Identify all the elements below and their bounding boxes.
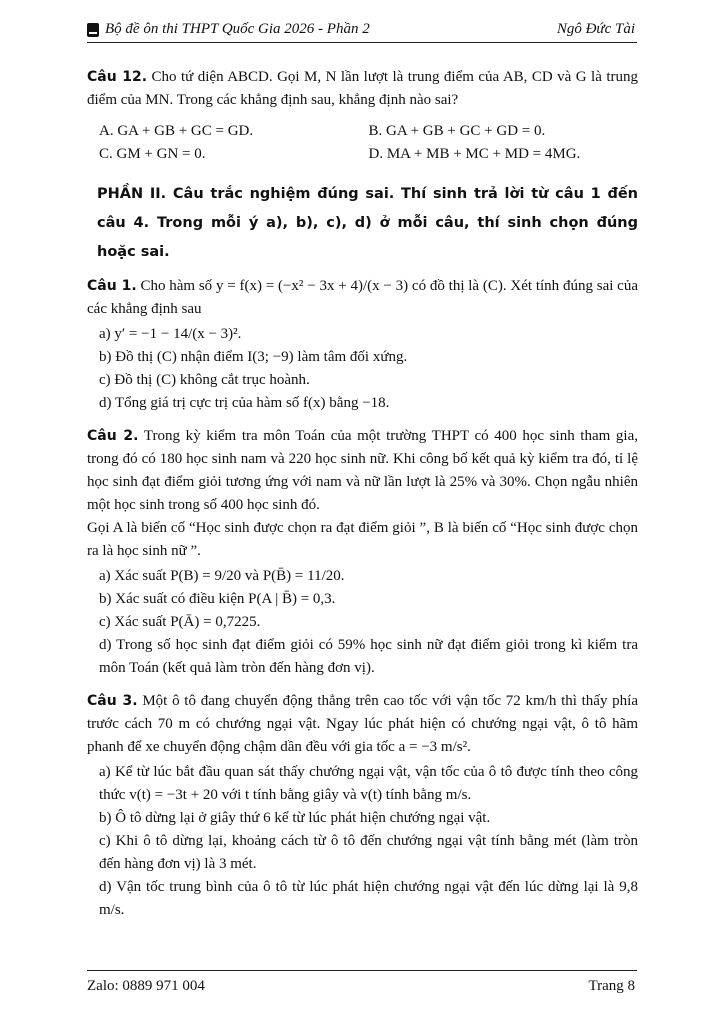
q12-options-row-2	[99, 143, 638, 166]
page-content	[87, 66, 638, 922]
question-stem: Trong kỳ kiểm tra môn Toán của một trường THPT có 400 học sinh tham gia, trong đó có 180 học sinh nam và 220 học sinh nữ. Khi công bố kết quả kỳ kiểm tra đó, tỉ lệ học sinh đạt điểm giỏi tương ứng với nam và nữ lần lượt là 25% và 30%. Chọn ngẫu nhiên một học sinh trong số 400 học sinh đó.	[87, 428, 638, 513]
question-c2	[87, 425, 638, 517]
c2-item-d: d) Trong số học sinh đạt điểm giỏi có 59% học sinh nữ đạt điểm giỏi trong kì kiểm tra môn Toán (kết quả làm tròn đến hàng đơn vị).	[99, 637, 638, 676]
c3-item-a: a) Kể từ lúc bắt đầu quan sát thấy chướng ngại vật, vận tốc của ô tô được tính theo công thức v(t) = −3t + 20 với t tính bằng giây và v(t) tính bằng m/s.	[99, 764, 638, 803]
c3-item-b: b) Ô tô dừng lại ở giây thứ 6 kể từ lúc phát hiện chướng ngại vật.	[99, 810, 491, 826]
header-author: Ngô Đức Tài	[556, 21, 635, 37]
book-icon	[87, 23, 99, 37]
page-footer	[87, 970, 637, 994]
question-stem: Một ô tô đang chuyển động thẳng trên cao tốc với vận tốc 72 km/h thì thấy phía trước cách 70 m có chướng ngại vật. Ngay lúc phát hiện có chướng ngại vật, ô tô hãm phanh để xe chuyển động chậm dần đều với gia tốc a = −3 m/s².	[87, 693, 639, 755]
question-stem: Cho tứ diện ABCD. Gọi M, N lần lượt là trung điểm của AB, CD và G là trung điểm của MN. Trong các khẳng định sau, khẳng định nào sai?	[87, 69, 638, 108]
part-2-heading: PHẦN II. Câu trắc nghiệm đúng sai. Thí sinh trả lời từ câu 1 đến câu 4. Trong mỗi ý a), b), c), d) ở mỗi câu, thí sinh chọn đúng hoặc sai.	[97, 186, 638, 260]
question-label: Câu 1.	[87, 278, 137, 294]
c1-item-d: d) Tổng giá trị cực trị của hàm số f(x) bằng −18.	[99, 395, 390, 411]
page-header	[87, 20, 637, 43]
c1-item-a: a) y′ = −1 − 14/(x − 3)².	[99, 326, 242, 342]
footer-zalo: Zalo: 0889 971 004	[87, 978, 205, 994]
header-title: Bộ đề ôn thi THPT Quốc Gia 2026 - Phần 2	[105, 21, 370, 37]
c3-item-c: c) Khi ô tô dừng lại, khoảng cách từ ô tô đến chướng ngại vật tính bằng mét (làm tròn đến hàng đơn vị) là 3 mét.	[99, 833, 638, 872]
question-label: Câu 3.	[87, 693, 138, 709]
c2-item-b: b) Xác suất có điều kiện P(A | B̄) = 0,3.	[99, 591, 336, 607]
q12-option-c: C. GM + GN = 0.	[99, 146, 206, 162]
c2-item-a: a) Xác suất P(B) = 9/20 và P(B̄) = 11/20.	[99, 568, 345, 584]
q12-option-b: B. GA + GB + GC + GD = 0.	[368, 123, 546, 139]
q12-option-d: D. MA + MB + MC + MD = 4MG.	[368, 146, 581, 162]
question-label: Câu 12.	[87, 69, 148, 85]
c2-item-c: c) Xác suất P(Ā) = 0,7225.	[99, 614, 261, 630]
question-stem: Cho hàm số y = f(x) = (−x² − 3x + 4)/(x − 3) có đồ thị là (C). Xét tính đúng sai của các khẳng định sau	[87, 278, 638, 317]
question-c1	[87, 275, 638, 321]
footer-page-number: Trang 8	[588, 978, 635, 994]
q12-option-a: A. GA + GB + GC = GD.	[99, 123, 254, 139]
c3-item-d: d) Vận tốc trung bình của ô tô từ lúc phát hiện chướng ngại vật đến lúc dừng lại là 9,8 m/s.	[99, 879, 638, 918]
q12-options-row-1	[99, 120, 638, 143]
c2-stem-2: Gọi A là biến cố “Học sinh được chọn ra đạt điểm giỏi ”, B là biến cố “Học sinh được chọn ra là học sinh nữ ”.	[87, 520, 638, 559]
question-12	[87, 66, 638, 112]
c1-item-b: b) Đồ thị (C) nhận điểm I(3; −9) làm tâm đối xứng.	[99, 349, 408, 365]
question-label: Câu 2.	[87, 428, 139, 444]
question-c3	[87, 690, 638, 759]
c1-item-c: c) Đồ thị (C) không cắt trục hoành.	[99, 372, 310, 388]
